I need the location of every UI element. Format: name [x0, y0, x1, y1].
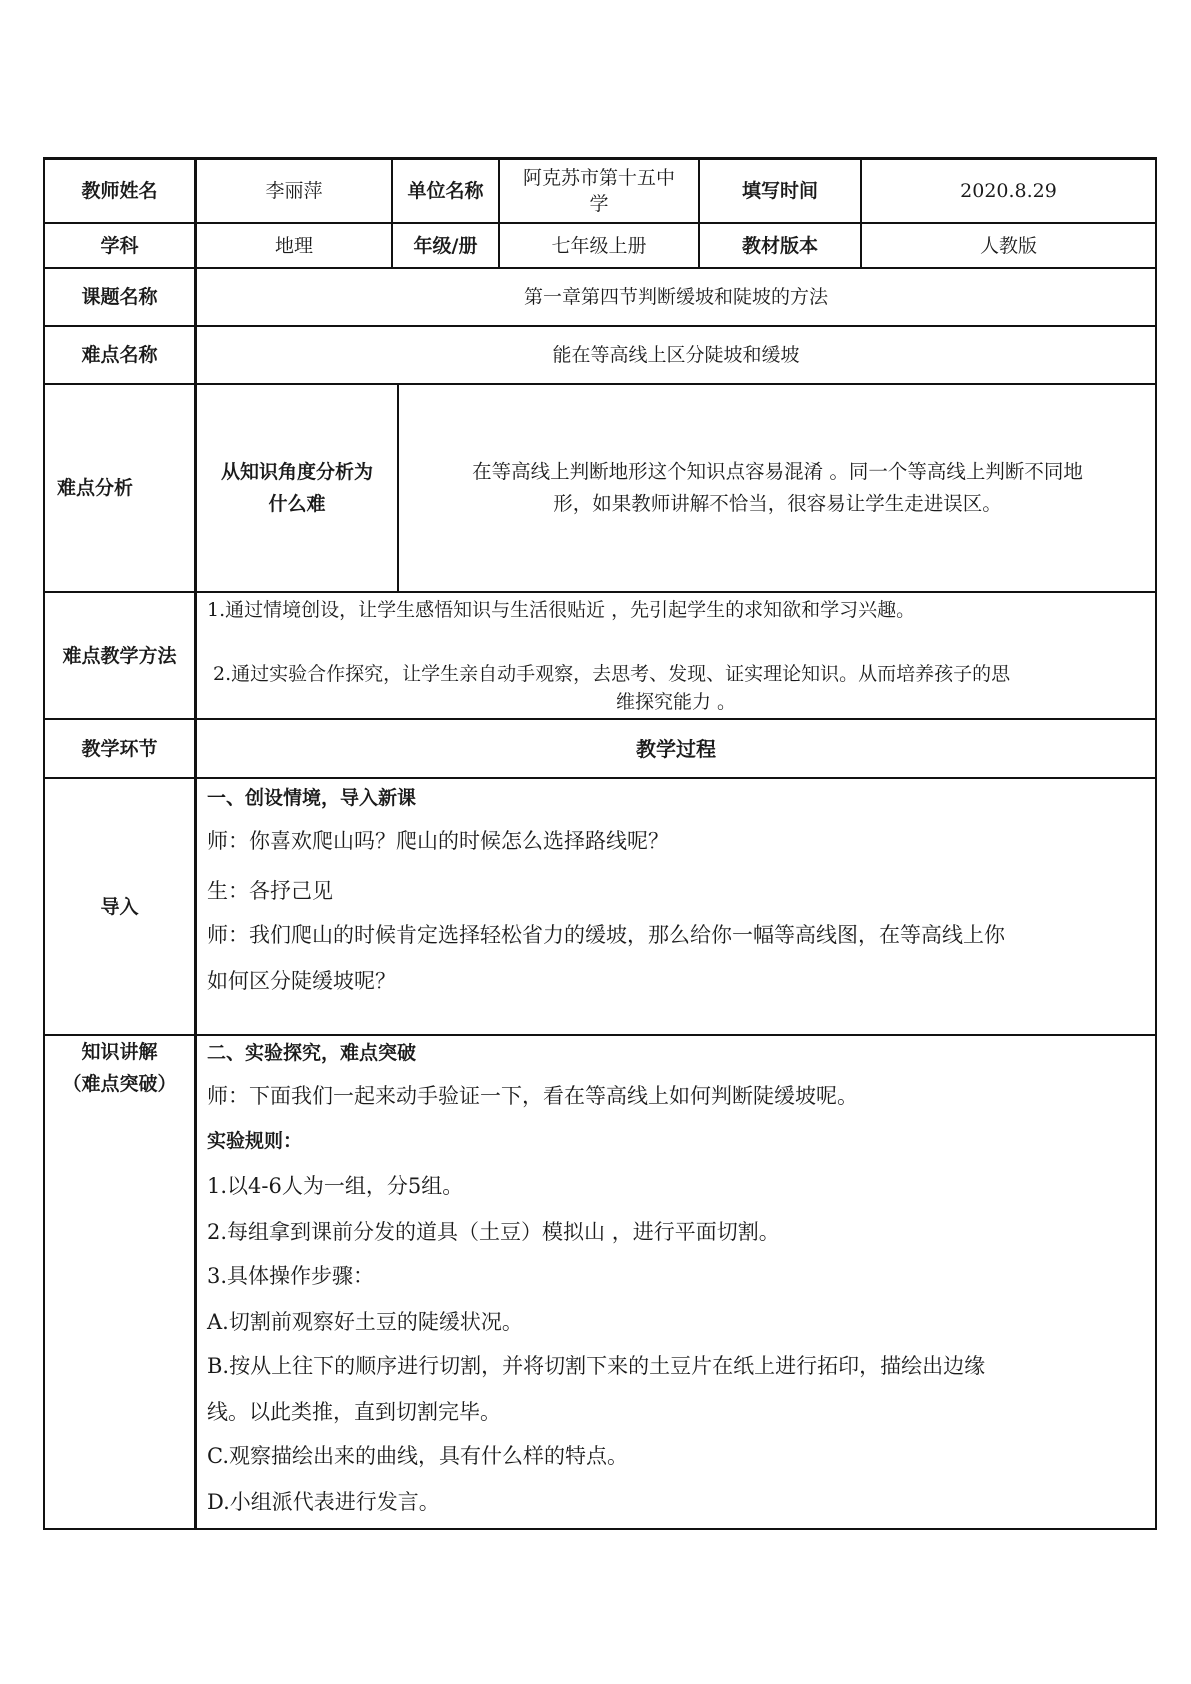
knowledge-line: 线。以此类推，直到切割完毕。: [207, 1400, 501, 1424]
unit-name-label: 单位名称: [407, 180, 484, 202]
intro-heading: 一、创设情境，导入新课: [207, 787, 417, 809]
teacher-name-value: 李丽萍: [265, 180, 323, 202]
analysis-text-line: 形，如果教师讲解不恰当，很容易让学生走进误区。: [553, 492, 1002, 515]
method-line: 维探究能力 。: [615, 691, 737, 713]
edition-value: 人教版: [979, 234, 1037, 257]
subject-value: 地理: [274, 234, 313, 257]
column-divider: [397, 383, 399, 593]
topic-label: 课题名称: [81, 286, 158, 308]
difficulty-value: 能在等高线上区分陡坡和缓坡: [552, 344, 800, 366]
knowledge-line: 1.以4-6人为一组，分5组。: [207, 1174, 464, 1198]
method-label: 难点教学方法: [62, 644, 177, 667]
analysis-sub-label-line: 什么难: [268, 493, 326, 515]
table-bottom-border: [43, 1528, 1157, 1530]
knowledge-line: D.小组派代表进行发言。: [207, 1490, 440, 1514]
analysis-sub-label-line: 从知识角度分析为: [220, 461, 373, 483]
analysis-text: [400, 385, 1155, 591]
unit-name-line: 阿克苏市第十五中: [522, 167, 675, 189]
knowledge-label: [45, 1036, 194, 1100]
grade-value: 七年级上册: [551, 234, 647, 257]
lesson-plan-table: [43, 157, 1157, 1530]
intro-line: 师：你喜欢爬山吗？爬山的时候怎么选择路线呢？: [207, 829, 669, 853]
knowledge-label-line: （难点突破）: [62, 1073, 177, 1095]
knowledge-heading: 二、实验探究，难点突破: [207, 1042, 417, 1064]
intro-label: 导入: [100, 895, 139, 918]
rules-title: 实验规则：: [207, 1130, 303, 1152]
teacher-name-label: 教师姓名: [81, 180, 158, 202]
teaching-process-heading: 教学过程: [636, 736, 716, 761]
knowledge-content: [195, 1036, 1157, 1528]
fill-date-label: 填写时间: [741, 180, 818, 202]
topic-value: 第一章第四节判断缓坡和陡坡的方法: [523, 286, 828, 308]
method-line: 2.通过实验合作探究，让学生亲自动手观察，去思考、发现、证实理论知识。从而培养孩子的思: [213, 663, 1011, 685]
fill-date-value: 2020.8.29: [960, 180, 1057, 202]
knowledge-line: 师：下面我们一起来动手验证一下，看在等高线上如何判断陡缓坡呢。: [207, 1084, 858, 1108]
method-content: [197, 593, 1155, 718]
intro-line: 师：我们爬山的时候肯定选择轻松省力的缓坡，那么给你一幅等高线图，在等高线上你: [207, 923, 1005, 947]
edition-label: 教材版本: [741, 234, 818, 257]
knowledge-line: A.切割前观察好土豆的陡缓状况。: [207, 1310, 523, 1334]
intro-line: 生：各抒己见: [207, 879, 333, 903]
knowledge-label-line: 知识讲解: [81, 1041, 158, 1063]
grade-label: 年级/册: [413, 234, 478, 257]
teaching-stage-label: 教学环节: [81, 737, 158, 760]
intro-content: [195, 779, 1157, 1034]
analysis-label: 难点分析: [57, 477, 134, 499]
knowledge-line: C.观察描绘出来的曲线，具有什么样的特点。: [207, 1444, 628, 1468]
difficulty-label: 难点名称: [81, 344, 158, 366]
knowledge-line: 3.具体操作步骤：: [207, 1264, 375, 1288]
unit-name-value: [500, 160, 698, 222]
analysis-sub-label: [197, 385, 397, 591]
knowledge-line: 2.每组拿到课前分发的道具（土豆）模拟山 ，进行平面切割。: [207, 1220, 780, 1244]
knowledge-line: B.按从上往下的顺序进行切割，并将切割下来的土豆片在纸上进行拓印，描绘出边缘: [207, 1354, 986, 1378]
unit-name-line: 学: [589, 193, 609, 215]
method-line: 1.通过情境创设，让学生感悟知识与生活很贴近 ，先引起学生的求知欲和学习兴趣。: [207, 599, 916, 621]
intro-line: 如何区分陡缓坡呢？: [207, 969, 396, 993]
subject-label: 学科: [100, 234, 139, 257]
analysis-text-line: 在等高线上判断地形这个知识点容易混淆 。同一个等高线上判断不同地: [472, 460, 1083, 483]
